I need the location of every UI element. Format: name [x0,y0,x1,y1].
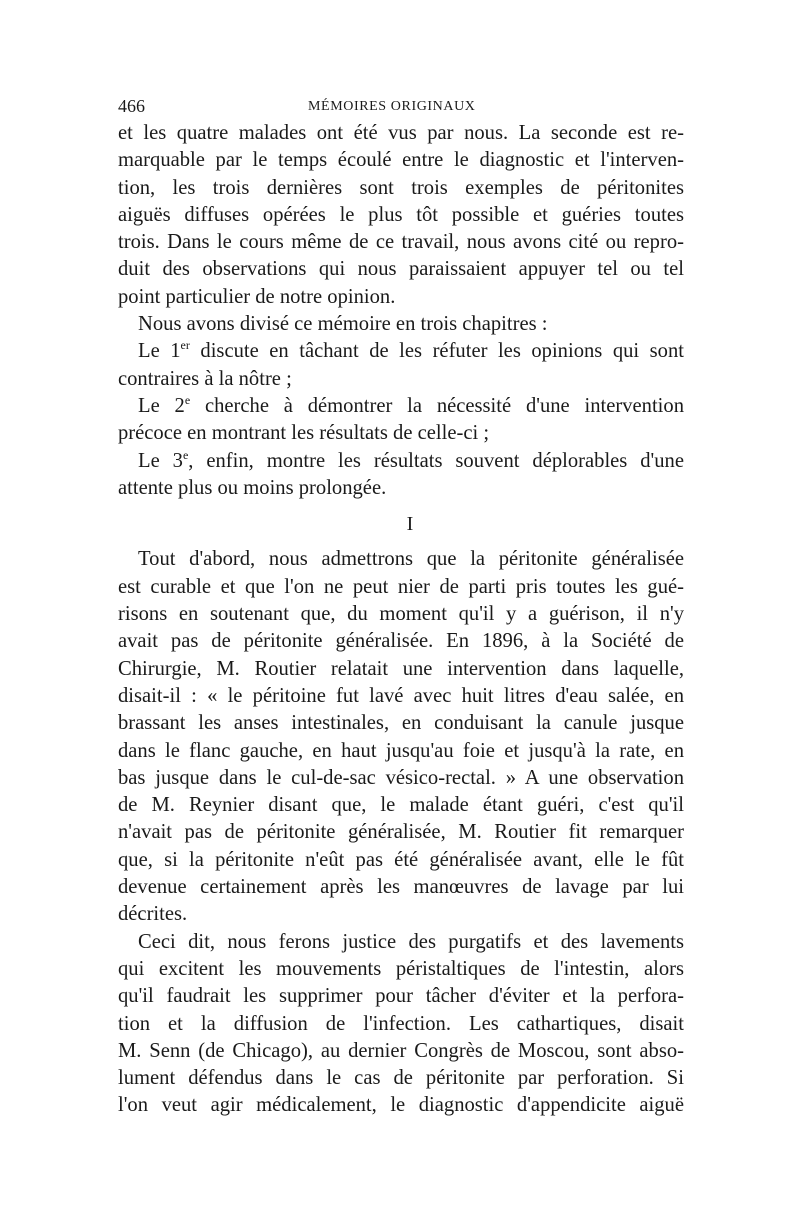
text-line: Ceci dit, nous ferons justice des purgatifs et des lavements [138,930,684,953]
paragraph-purgatifs [118,929,684,1120]
text-line [118,393,684,420]
text-line: devenue certainement après les manœuvres de lavage par lui [118,876,684,899]
text-run: Le 3 [138,449,183,472]
text-line: aiguës diffuses opérées le plus tôt possible et guéries toutes [118,203,684,226]
text-line: point particulier de notre opinion. [118,285,396,308]
text-line: Chirurgie, M. Routier relatait une intervention dans laquelle, [118,657,684,680]
text-line [118,338,684,365]
text-run: discute en tâchant de les réfuter les opinions qui sont [200,340,684,363]
book-page [118,96,684,1120]
ordinal-superscript: e [182,447,189,462]
paragraph-chapters-intro [118,311,684,338]
text-line: Tout d'abord, nous admettrons que la péritonite généralisée [138,548,684,571]
text-line: trois. Dans le cours même de ce travail, nous avons cité ou repro- [118,231,684,254]
text-line: dans le flanc gauche, en haut jusqu'au foie et jusqu'à la rate, en [118,739,684,762]
text-line: l'on veut agir médicalement, le diagnostic d'appendicite aiguë [118,1094,684,1117]
text-run: cherche à démontrer la nécessité d'une intervention [204,394,684,417]
ordinal-superscript: er [180,338,190,353]
text-run: Le 2 [138,394,185,417]
text-line: de M. Reynier disant que, le malade étant guéri, c'est qu'il [118,794,684,817]
text-line: décrites. [118,903,188,926]
section-heading: I [406,513,414,536]
running-head [118,96,684,120]
text-line: et les quatre malades ont été vus par nous. La seconde est re- [118,122,684,144]
text-line: disait-il : « le péritoine fut lavé avec huit litres d'eau salée, en [118,684,684,707]
text-run: Le 1 [138,340,181,363]
text-line: tion et la diffusion de l'infection. Les cathartiques, disait [118,1012,684,1035]
text-line: M. Senn (de Chicago), au dernier Congrès de Moscou, sont abso- [118,1039,684,1062]
text-line: attente plus ou moins prolongée. [118,476,387,499]
text-line: est curable et que l'on ne peut nier de parti pris toutes les gué- [118,575,684,598]
text-line: n'avait pas de péritonite généralisée, M. Routier fit remarquer [118,821,684,844]
text-line: lument défendus dans le cas de péritonite par perforation. Si [118,1067,684,1090]
text-line: précoce en montrant les résultats de celle-ci ; [118,422,490,445]
text-line: tion, les trois dernières sont trois exemples de péritonites [118,176,684,199]
text-line: que, si la péritonite n'eût pas été généralisée avant, elle le fût [118,848,684,871]
text-line: duit des observations qui nous paraissaient appuyer tel ou tel [118,258,684,281]
text-line: qu'il faudrait les supprimer pour tâcher d'éviter et la perfora- [118,985,684,1008]
paragraph-section-1 [118,546,684,928]
text-line: avait pas de péritonite généralisée. En 1896, à la Société de [118,630,684,653]
text-line: contraires à la nôtre ; [118,367,292,390]
paragraph-chapter-2 [118,393,684,448]
text-line: marquable par le temps écoulé entre le diagnostic et l'interven- [118,149,684,172]
text-line: Nous avons divisé ce mémoire en trois chapitres : [138,313,548,336]
text-line [118,448,684,475]
text-line: bas jusque dans le cul-de-sac vésico-rectal. » A une observation [118,766,684,789]
text-line: brassant les anses intestinales, en conduisant la canule jusque [118,712,684,735]
page-number: 466 [118,96,145,116]
text-line: risons en soutenant que, du moment qu'il y a guérison, il n'y [118,603,684,626]
paragraph-chapter-3 [118,448,684,503]
ordinal-superscript: e [184,392,191,407]
paragraph-chapter-1 [118,338,684,393]
running-title: MÉMOIRES ORIGINAUX [308,99,476,114]
paragraph-intro-continued [118,120,684,311]
text-line: qui excitent les mouvements péristaltiques de l'intestin, alors [118,957,684,980]
text-run: , enfin, montre les résultats souvent déplorables d'une [188,449,684,472]
